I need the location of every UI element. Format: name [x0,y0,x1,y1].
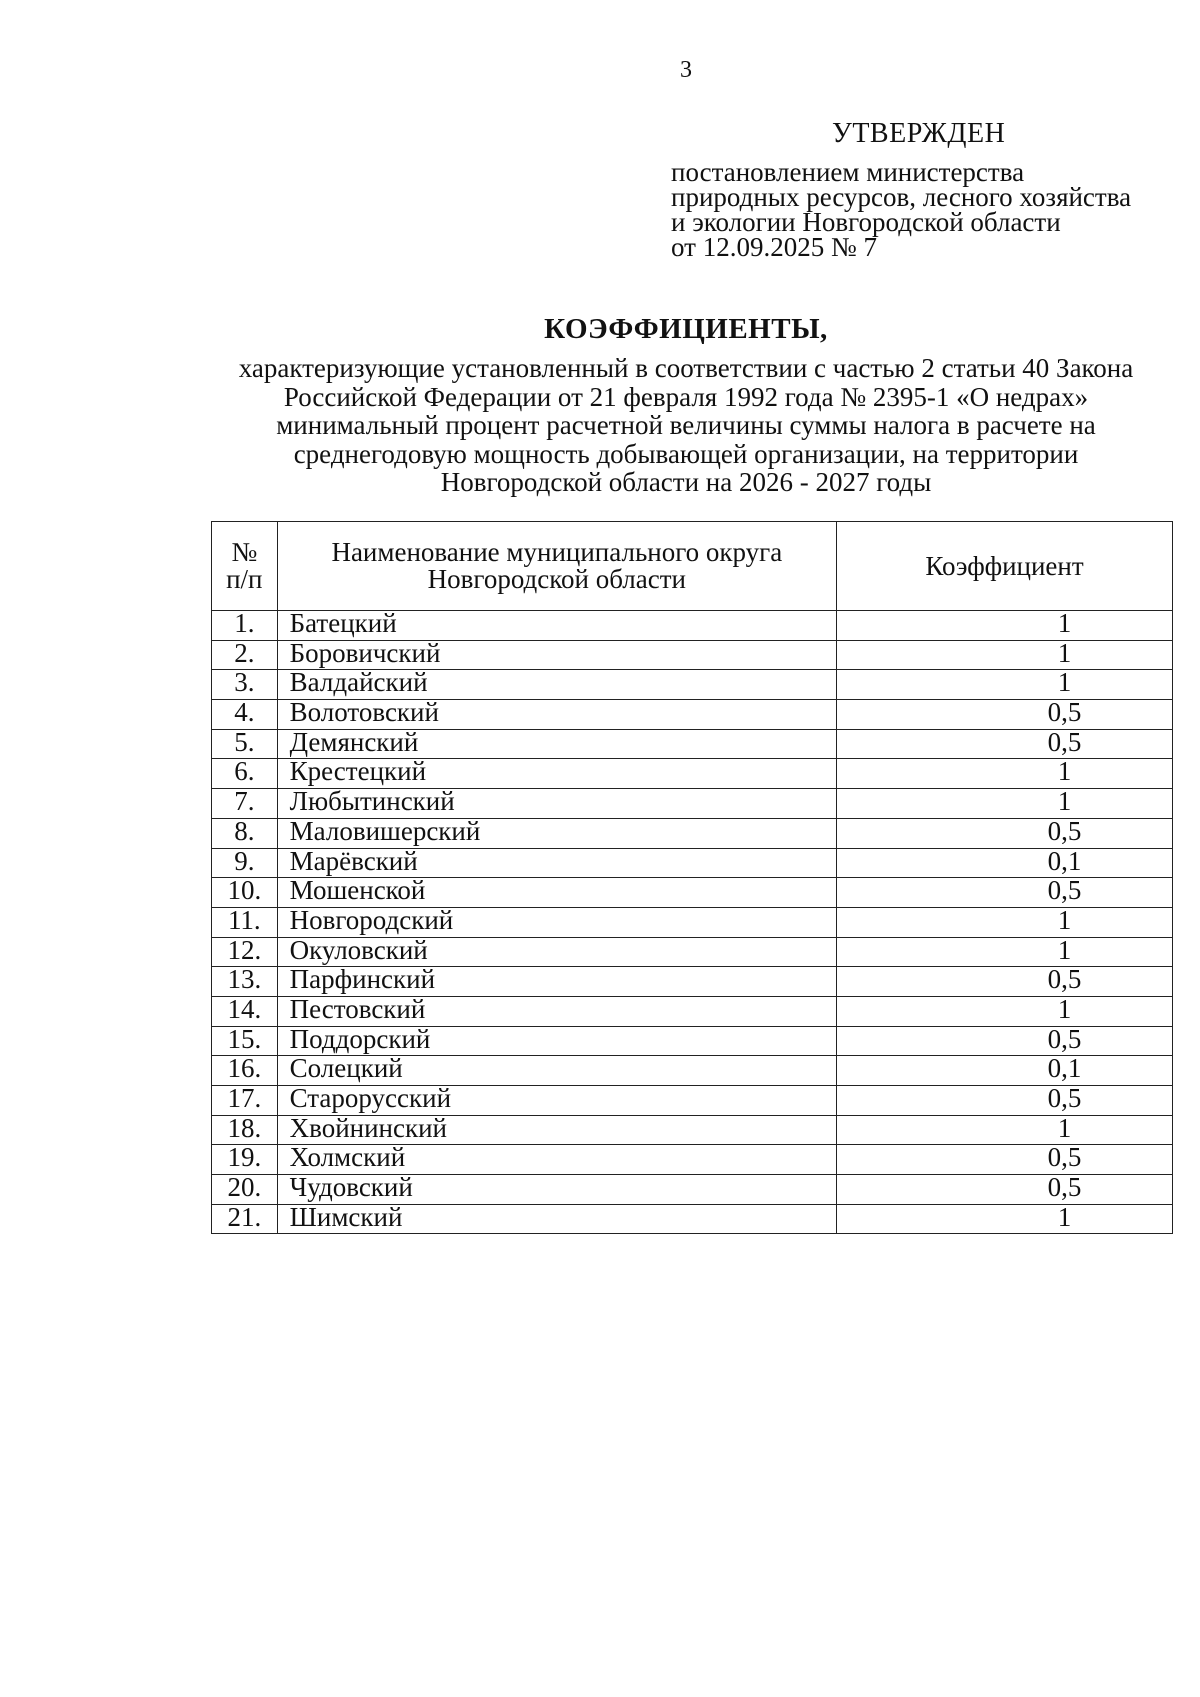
table-row [212,789,1173,819]
row-district-name: Любытинский [277,789,836,819]
row-number: 2. [212,640,278,670]
page-number: 3 [680,57,692,83]
row-number: 9. [212,848,278,878]
table-row [212,1026,1173,1056]
header-name-line1: Наименование муниципального округа [331,537,783,567]
row-number: 13. [212,967,278,997]
row-coefficient: 0,5 [837,1175,1173,1205]
row-coefficient: 1 [837,640,1173,670]
row-number: 6. [212,759,278,789]
row-coefficient: 1 [837,996,1173,1026]
table-row [212,1145,1173,1175]
table-row [212,1204,1173,1234]
table-row [212,729,1173,759]
row-district-name: Чудовский [277,1175,836,1205]
row-coefficient: 1 [837,1204,1173,1234]
table-body [212,608,1173,1234]
header-name-line2: Новгородской области [427,564,686,594]
subtitle-line: среднегодовую мощность добывающей организации, на территории [293,438,1079,469]
row-number: 12. [212,937,278,967]
row-number: 5. [212,729,278,759]
table-row [212,937,1173,967]
approval-line: природных ресурсов, лесного хозяйства [671,182,1132,212]
row-number: 1. [212,611,278,641]
row-coefficient: 0,5 [837,818,1173,848]
row-coefficient: 0,1 [837,1056,1173,1086]
row-number: 15. [212,1026,278,1056]
row-number: 17. [212,1086,278,1116]
row-district-name: Пестовский [277,996,836,1026]
row-coefficient: 0,5 [837,1086,1173,1116]
row-district-name: Старорусский [277,1086,836,1116]
row-coefficient: 0,5 [837,700,1173,730]
approval-line: и экологии Новгородской области [671,207,1061,237]
table-row [212,1175,1173,1205]
table-row [212,1115,1173,1145]
approval-block [671,157,1171,262]
table-row [212,818,1173,848]
row-coefficient: 0,5 [837,967,1173,997]
row-district-name: Окуловский [277,937,836,967]
row-district-name: Новгородский [277,907,836,937]
table-row [212,640,1173,670]
approval-date-line: от 12.09.2025 № 7 [671,232,877,262]
row-coefficient: 1 [837,907,1173,937]
header-number-line1: № [231,537,258,567]
row-number: 4. [212,700,278,730]
row-number: 8. [212,818,278,848]
coefficients-table [211,521,1173,1234]
row-number: 7. [212,789,278,819]
subtitle-line: Новгородской области на 2026 - 2027 годы [440,467,932,497]
table-row [212,611,1173,641]
row-number: 19. [212,1145,278,1175]
subtitle-line: Российской Федерации от 21 февраля 1992 года № 2395-1 «О недрах» [283,381,1089,412]
row-coefficient: 0,5 [837,1026,1173,1056]
row-coefficient: 1 [837,611,1173,641]
table-row [212,670,1173,700]
row-district-name: Волотовский [277,700,836,730]
header-district-name [277,522,836,611]
row-number: 21. [212,1204,278,1234]
row-district-name: Поддорский [277,1026,836,1056]
row-number: 11. [212,907,278,937]
row-coefficient: 0,5 [837,878,1173,908]
table-row [212,848,1173,878]
row-number: 3. [212,670,278,700]
row-district-name: Демянский [277,729,836,759]
row-district-name: Хвойнинский [277,1115,836,1145]
row-number: 18. [212,1115,278,1145]
approval-line: постановлением министерства [671,157,1025,187]
table-row [212,907,1173,937]
table-header-row [212,522,1173,611]
row-coefficient: 1 [837,759,1173,789]
row-district-name: Крестецкий [277,759,836,789]
row-number: 20. [212,1175,278,1205]
table-row [212,996,1173,1026]
table-row [212,700,1173,730]
row-coefficient: 0,5 [837,1145,1173,1175]
table-row [212,878,1173,908]
subtitle-line: характеризующие установленный в соответствии с частью 2 статьи 40 Закона [238,353,1134,383]
approval-title: УТВЕРЖДЕН [832,118,1006,149]
row-coefficient: 0,5 [837,729,1173,759]
row-coefficient: 1 [837,937,1173,967]
row-district-name: Маловишерский [277,818,836,848]
table-row [212,759,1173,789]
row-district-name: Шимский [277,1204,836,1234]
document-subtitle [160,354,1200,497]
row-coefficient: 1 [837,1115,1173,1145]
table-row [212,1056,1173,1086]
table-row [212,1086,1173,1116]
row-district-name: Солецкий [277,1056,836,1086]
row-number: 14. [212,996,278,1026]
document-title: КОЭФФИЦИЕНТЫ, [544,313,828,345]
header-number-line2: п/п [226,564,263,594]
subtitle-line: минимальный процент расчетной величины суммы налога в расчете на [276,410,1096,440]
row-district-name: Холмский [277,1145,836,1175]
row-district-name: Батецкий [277,611,836,641]
row-district-name: Валдайский [277,670,836,700]
row-district-name: Марёвский [277,848,836,878]
row-coefficient: 0,1 [837,848,1173,878]
header-number [212,522,278,611]
header-coefficient: Коэффициент [837,522,1173,611]
row-number: 16. [212,1056,278,1086]
row-district-name: Боровичский [277,640,836,670]
row-coefficient: 1 [837,789,1173,819]
table-row [212,967,1173,997]
row-number: 10. [212,878,278,908]
row-coefficient: 1 [837,670,1173,700]
row-district-name: Мошенской [277,878,836,908]
row-district-name: Парфинский [277,967,836,997]
